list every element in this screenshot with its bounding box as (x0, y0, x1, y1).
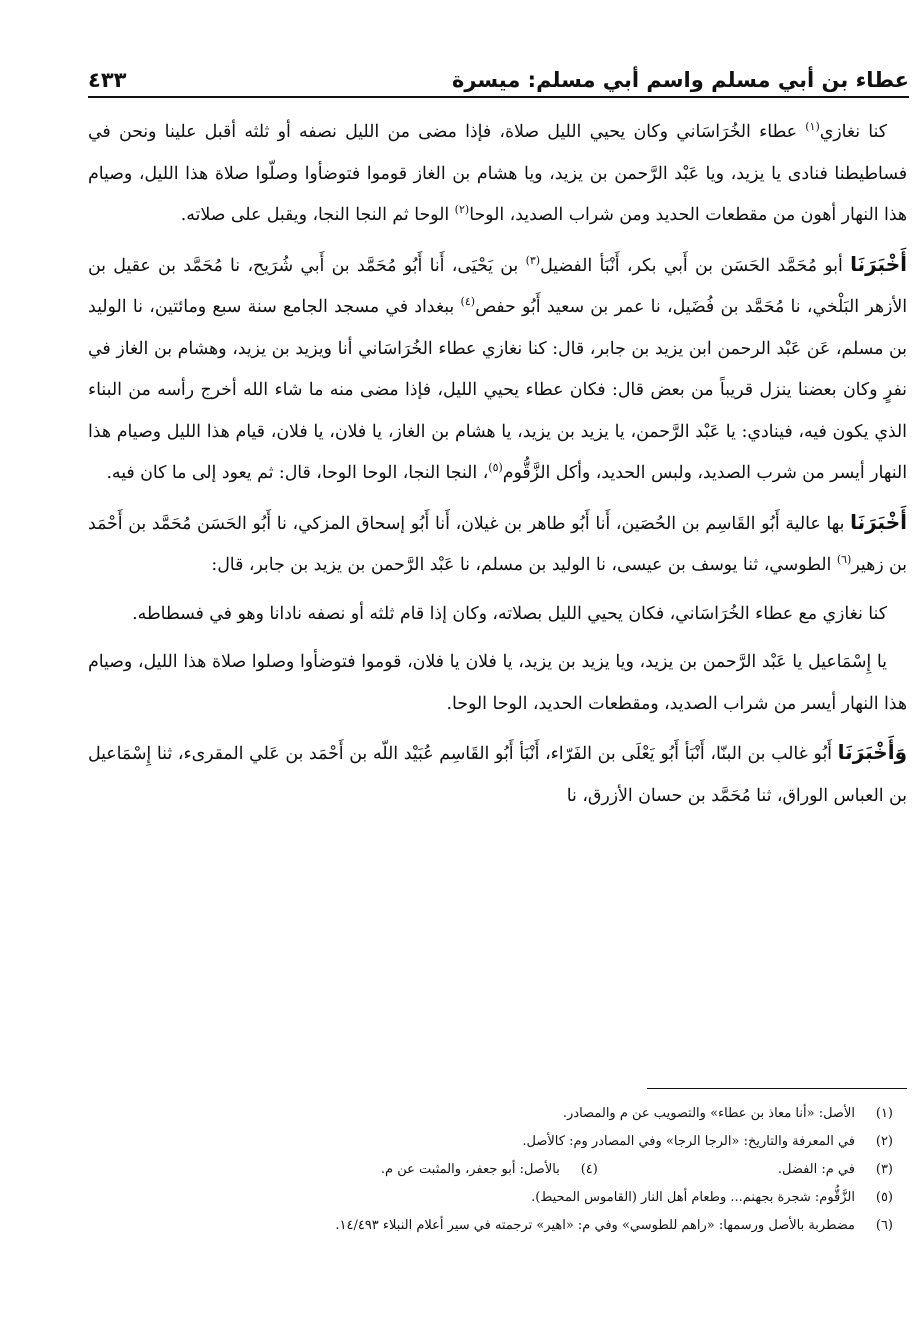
footnote-pair (88, 1156, 893, 1184)
footnote-text: مضطربة بالأصل ورسمها: «راهم للطوسي» وفي م: «اهير» ترجمته في سير أعلام النبلاء ١٤/٤٩٣. (335, 1218, 855, 1233)
footnote (381, 1156, 598, 1184)
footnote-text: الأصل: «أنا معاذ بن عطاء» والتصويب عن م والمصادر. (562, 1106, 855, 1121)
paragraph: وَأَخْبَرَنَا أَبُو غالب بن البنّا، أَنْبَأ أَبُو يَعْلَى بن الفَرّاء، أَنْبَأ أَبُو القَاسِم عُبَيْد اللّه بن أَحْمَد بن عَلي المقرىء، ثنا إِسْمَاعيل بن العباس الوراق، ثنا مُحَمَّد بن حسان الأزرق، نا (88, 740, 907, 806)
paragraph: أَخْبَرَنَا بها عالية أَبُو القَاسِم بن الحُصَين، أَنا أَبُو طاهر بن غيلان، أَنا أَبُو إسحاق المزكي، نا أَبُو الحَسَن مُحَمَّد بن أَحْمَد بن زهير$^{(٦)}$ الطوسي، ثنا يوسف بن عيسى، نا الوليد بن مسلم، نا عَبْد الرَّحمن بن يزيد بن جابر، قال: (88, 509, 907, 575)
paragraph: كنا نغازي$^{(١)}$ عطاء الخُرَاسَاني وكان يحيي الليل صلاة، فإذا مضى من الليل نصفه أو ثلثه أقبل علينا ونحن في فساطيطنا فنادى يا يزيد، ويا عَبْد الرَّحمن بن يزيد، ويا هشام بن الغاز قوموا فتوضأوا وصلّوا صلاة هذا الليل، وصيام هذا النهار أهون من مقطعات الحديد ومن شراب الصديد، الوحا$^{(٢)}$ الوحا ثم النجا النجا، ويقبل على صلاته. (88, 120, 907, 225)
footnote-number: (١) (875, 1106, 893, 1121)
paragraph-lead: أَخْبَرَنَا (850, 509, 907, 534)
footnote (88, 1128, 893, 1156)
footnote (88, 1184, 893, 1212)
header-title: عطاء بن أبي مسلم واسم أبي مسلم: ميسرة (451, 68, 909, 92)
paragraph-lead: وَأَخْبَرَنَا (837, 740, 907, 764)
page-number: ٤٣٣ (88, 68, 127, 92)
paragraph-lead: أَخْبَرَنَا (850, 251, 907, 276)
footnote-ref: (٦) (836, 553, 852, 567)
footnotes (88, 1100, 893, 1240)
footnote-ref: (١) (805, 120, 820, 134)
footnote (778, 1156, 893, 1184)
footnote-number: (٢) (875, 1134, 893, 1149)
footnote-ref: (٣) (525, 253, 541, 267)
footnote-text: في م: الفضل. (777, 1162, 855, 1177)
footnote-text: في المعرفة والتاريخ: «الرجا الرجا» وفي المصادر وم: كالأصل. (522, 1134, 855, 1149)
footnote (88, 1100, 893, 1128)
paragraph: أَخْبَرَنَا أبو مُحَمَّد الحَسَن بن أَبي بكر، أَنْبَأ الفضيل$^{(٣)}$ بن يَحْيَى، أَنا أَبُو مُحَمَّد بن أَبي شُرَيح، نا مُحَمَّد بن عقيل بن الأزهر البَلْخي، نا مُحَمَّد بن فُضَيل، نا عمر بن سعيد أَبُو حفص$^{(٤)}$ ببغداد في مسجد الجامع سنة سبع ومائتين، نا الوليد بن مسلم، عَن عَبْد الرحمن ابن يزيد بن جابر، قال: كنا نغازي عطاء الخُرَاسَاني أنا ويزيد بن يزيد، وهشام بن الغاز في نفرٍ وكان بعضنا ينزل قريباً من بعض قال: فكان عطاء يحيي الليل، فإذا مضى منه ما شاء الله أخرج رأسه من البناء الذي يكون فيه، فينادي: يا عَبْد الرَّحمن، يا يزيد بن يزيد، يا هشام بن الغاز، يا فلان، يا فلان، قيام هذا الليل وصيام هذا النهار أيسر من شرب الصديد، ولبس الحديد، وأكل الزَّقُّوم$^{(٥)}$، النجا النجا، الوحا الوحا، قال: ثم يعود إلى ما كان فيه. (88, 251, 908, 483)
footnote (88, 1212, 893, 1240)
running-header (88, 52, 909, 98)
footnote-number: (٣) (875, 1162, 893, 1177)
footnote-number: (٥) (875, 1190, 893, 1205)
footnote-separator (647, 1088, 907, 1089)
footnote-ref: (٢) (454, 203, 470, 217)
footnote-number: (٤) (580, 1162, 598, 1177)
footnote-text: بالأصل: أبو جعفر، والمثبت عن م. (380, 1162, 560, 1177)
main-text (88, 112, 907, 824)
footnote-ref: (٥) (488, 461, 503, 475)
footnote-number: (٦) (875, 1218, 893, 1233)
paragraph: يا إِسْمَاعيل يا عَبْد الرَّحمن بن يزيد، ويا يزيد بن يزيد، يا فلان يا فلان، قوموا فتوضأوا وصلوا صلاة هذا الليل، وصيام هذا النهار أيسر من شراب الصديد، ومقطعات الحديد، الوحا الوحا. (88, 652, 907, 714)
footnote-text: الزَّقُّوم: شجرة بجهنم... وطعام أهل النار (القاموس المحيط). (531, 1190, 855, 1205)
footnote-ref: (٤) (460, 295, 476, 309)
paragraph: كنا نغازي مع عطاء الخُرَاسَاني، فكان يحيي الليل بصلاته، وكان إذا قام ثلثه أو نصفه نادانا وهو في فسطاطه. (132, 603, 887, 624)
